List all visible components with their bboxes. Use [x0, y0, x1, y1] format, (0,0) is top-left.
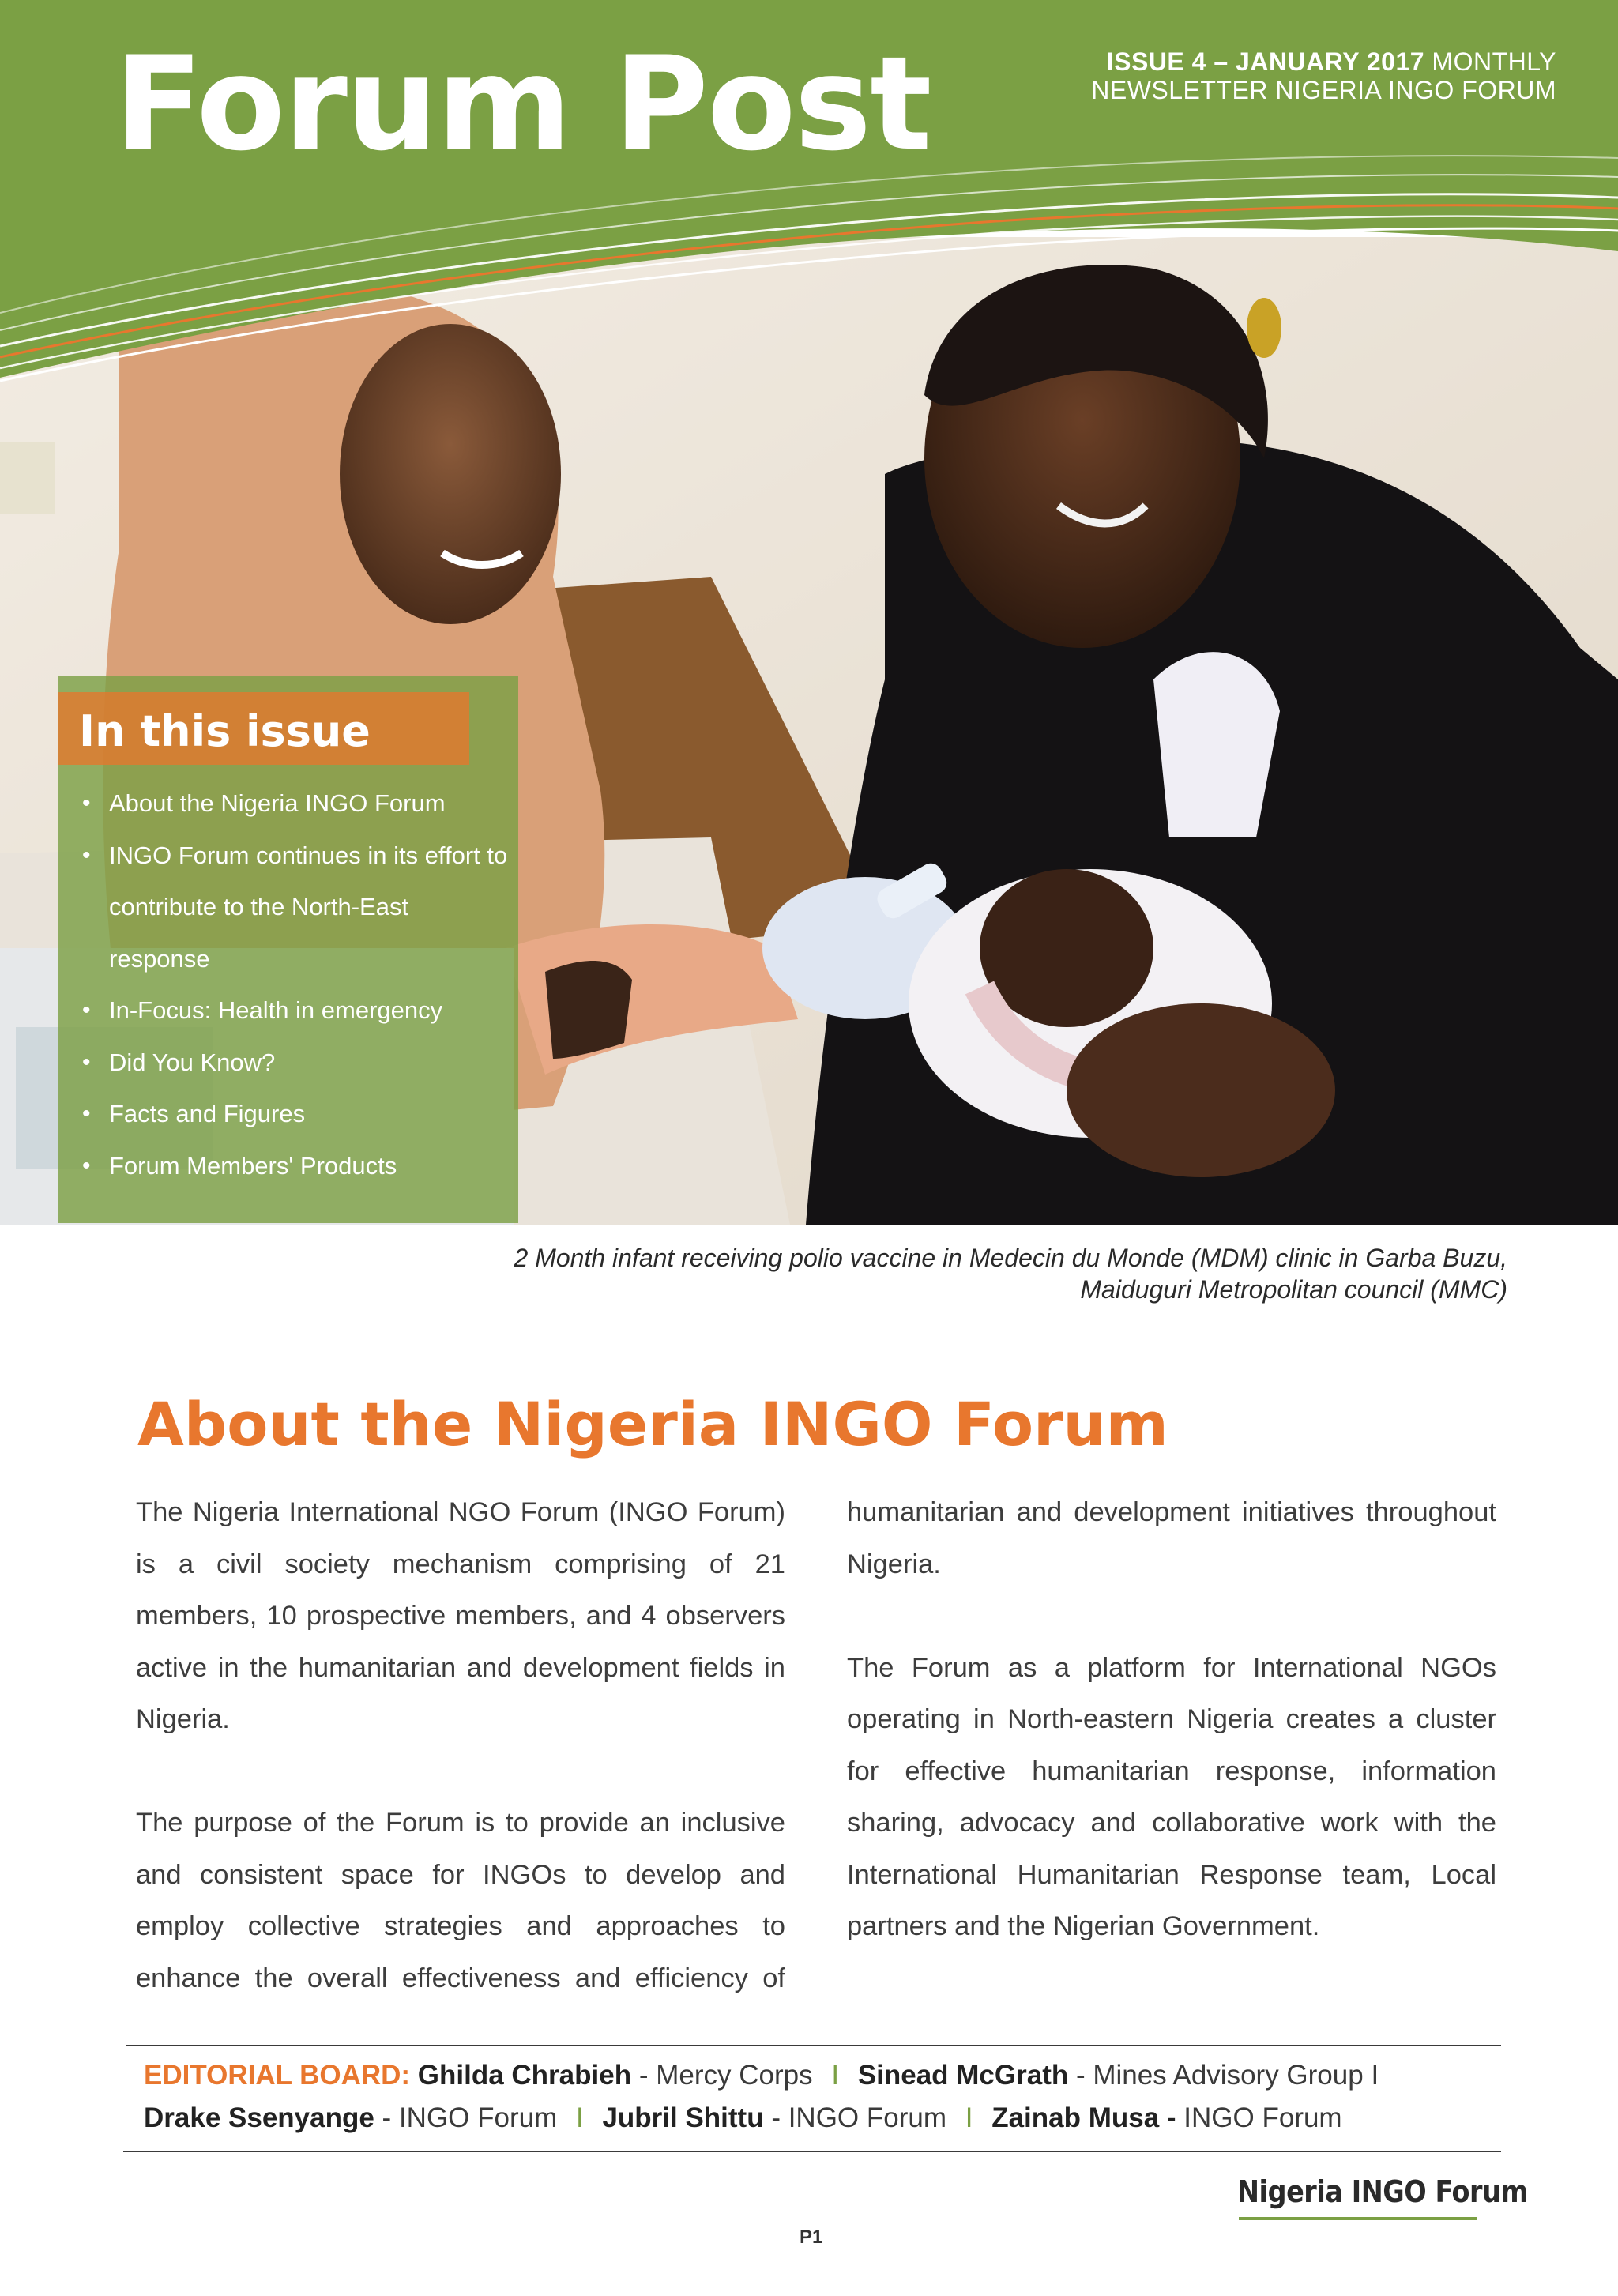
board-member-org: INGO Forum — [788, 2102, 946, 2133]
photo-caption — [322, 1242, 1507, 1305]
caption-line-2: Maiduguri Metropolitan council (MMC) — [1080, 1275, 1507, 1304]
article-paragraph: The purpose of the Forum is to provide an inclusive and consistent space for INGOs to develop and employ collective strategies and approaches to enhance the overall effectiveness and efficiency of — [136, 1808, 785, 1993]
footer-brand-underline — [1239, 2217, 1477, 2220]
issue-item[interactable]: • About the Nigeria INGO Forum — [82, 777, 509, 830]
caption-line-1: 2 Month infant receiving polio vaccine in Medecin du Monde (MDM) clinic in Garba Buzu, — [514, 1244, 1507, 1272]
divider — [123, 2151, 1501, 2152]
issue-item[interactable]: • INGO Forum continues in its effort to contribute to the North-East response — [82, 830, 509, 985]
divider — [126, 2045, 1501, 2046]
in-this-issue-panel — [58, 676, 518, 1223]
board-member-name: Zainab Musa — [991, 2102, 1160, 2133]
issue-subtitle: NEWSLETTER NIGERIA INGO FORUM — [1091, 76, 1556, 104]
page-number: P1 — [800, 2226, 823, 2248]
board-member-org: INGO Forum — [398, 2102, 558, 2133]
board-member-name: Jubril Shittu — [602, 2102, 764, 2133]
editorial-board-label: EDITORIAL BOARD: — [144, 2060, 411, 2091]
editorial-board — [144, 2054, 1487, 2140]
separator: I — [1371, 2060, 1379, 2091]
in-this-issue-heading-bar — [58, 692, 469, 765]
footer-brand-logo: Nigeria INGO Forum — [1237, 2174, 1528, 2209]
issue-item[interactable]: • Forum Members' Products — [82, 1140, 509, 1192]
article-title: About the Nigeria INGO Forum — [137, 1389, 1168, 1459]
board-member-org: Mines Advisory Group — [1093, 2060, 1364, 2091]
in-this-issue-heading: In this issue — [79, 706, 371, 756]
article-paragraph: The Forum as a platform for International NGOs operating in North-eastern Nigeria creates a cluster for effective humanitarian response, information sharing, advocacy and collaborative work with the International Humanitarian Response team, Local partners and the Nigerian Government. — [847, 1652, 1496, 1941]
issue-label: ISSUE 4 – JANUARY 2017 — [1106, 47, 1425, 76]
article-paragraph: The Nigeria International NGO Forum (INGO Forum) is a civil society mechanism comprising of 21 members, 10 prospective members, and 4 observers active in the humanitarian and development fields in Nigeria. — [136, 1497, 785, 1734]
issue-item[interactable]: • In-Focus: Health in emergency — [82, 984, 509, 1037]
board-member-name: Drake Ssenyange — [144, 2102, 374, 2133]
separator: I — [575, 2102, 584, 2133]
board-member-name: Sinead McGrath — [857, 2060, 1069, 2091]
masthead-title: Forum Post — [115, 28, 931, 179]
issue-item[interactable]: • Facts and Figures — [82, 1088, 509, 1140]
editorial-board-line-1: EDITORIAL BOARD: Ghilda Chrabieh - Mercy Corps I Sinead McGrath - Mines Advisory Group I — [144, 2060, 1379, 2091]
issue-item[interactable]: • Did You Know? — [82, 1037, 509, 1089]
article-column-right — [847, 1487, 1496, 1953]
in-this-issue-list — [82, 777, 509, 1191]
separator: I — [831, 2060, 840, 2091]
article-paragraph: humanitarian and development initiatives throughout Nigeria. — [847, 1497, 1496, 1579]
issue-suffix: MONTHLY — [1432, 47, 1556, 76]
issue-info — [1003, 47, 1556, 104]
board-member-name: Ghilda Chrabieh — [417, 2060, 632, 2091]
board-member-org: Mercy Corps — [656, 2060, 813, 2091]
board-member-org: INGO Forum — [1183, 2102, 1342, 2133]
article-column-left — [136, 1487, 785, 2004]
separator: I — [965, 2102, 973, 2133]
editorial-board-line-2: Drake Ssenyange - INGO Forum I Jubril Shittu - INGO Forum I Zainab Musa - INGO Forum — [144, 2102, 1342, 2133]
